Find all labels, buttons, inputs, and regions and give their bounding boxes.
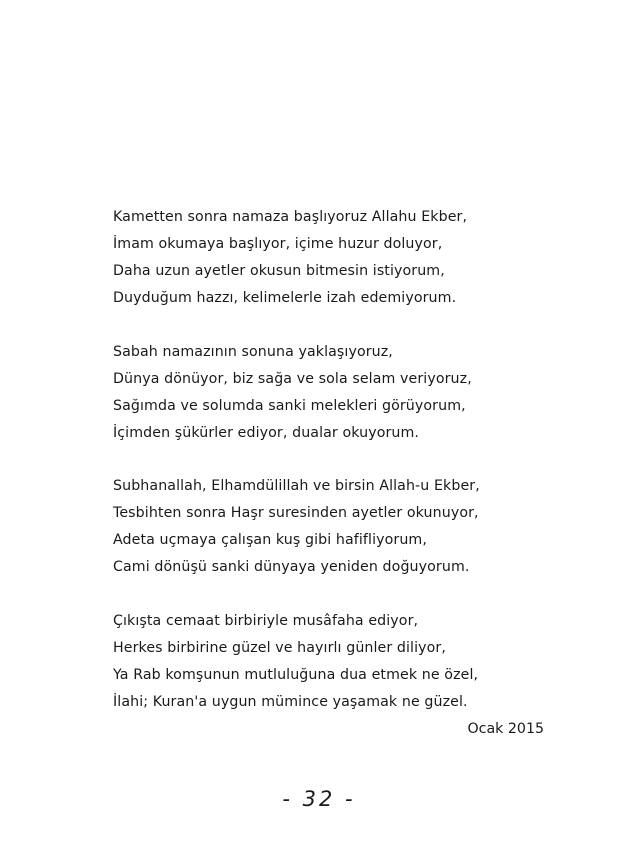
- poem-line: Subhanallah, Elhamdülillah ve birsin Allah-u Ekber,: [113, 478, 480, 494]
- poem: [113, 204, 553, 742]
- poem-stanza-1: [113, 204, 553, 312]
- poem-line: Sabah namazının sonuna yaklaşıyoruz,: [113, 343, 393, 360]
- poem-line: Herkes birbirine güzel ve hayırlı günler diliyor,: [113, 639, 446, 656]
- poem-line: İçimden şükürler ediyor, dualar okuyorum.: [113, 424, 420, 441]
- poem-line: Kametten sonra namaza başlıyoruz Allahu Ekber,: [113, 209, 468, 225]
- poem-line: Sağımda ve solumda sanki melekleri görüyorum,: [113, 397, 466, 414]
- poem-line: Cami dönüşü sanki dünyaya yeniden doğuyorum.: [113, 559, 470, 575]
- poem-stanza-4: [113, 608, 553, 716]
- poem-line: Çıkışta cemaat birbiriyle musâfaha ediyor,: [113, 612, 419, 629]
- page-number: - 32 -: [282, 787, 356, 811]
- poem-line: İlahi; Kuran'a uygun mümince yaşamak ne güzel.: [113, 693, 468, 710]
- poem-stanza-2: [113, 339, 553, 447]
- poem-line: Tesbihten sonra Haşr suresinden ayetler okunuyor,: [113, 505, 479, 521]
- poem-line: İmam okumaya başlıyor, içime huzur doluyor,: [113, 236, 443, 252]
- poem-stanza-3: [113, 473, 553, 581]
- poem-line: Daha uzun ayetler okusun bitmesin istiyorum,: [113, 263, 445, 279]
- poem-line: Ya Rab komşunun mutluluğuna dua etmek ne özel,: [113, 666, 479, 683]
- poem-line: Adeta uçmaya çalışan kuş gibi hafifliyorum,: [113, 532, 427, 548]
- poem-line: Duyduğum hazzı, kelimelerle izah edemiyorum.: [113, 290, 457, 306]
- poem-line: Dünya dönüyor, biz sağa ve sola selam veriyoruz,: [113, 370, 472, 387]
- poem-date: Ocak 2015: [467, 721, 544, 737]
